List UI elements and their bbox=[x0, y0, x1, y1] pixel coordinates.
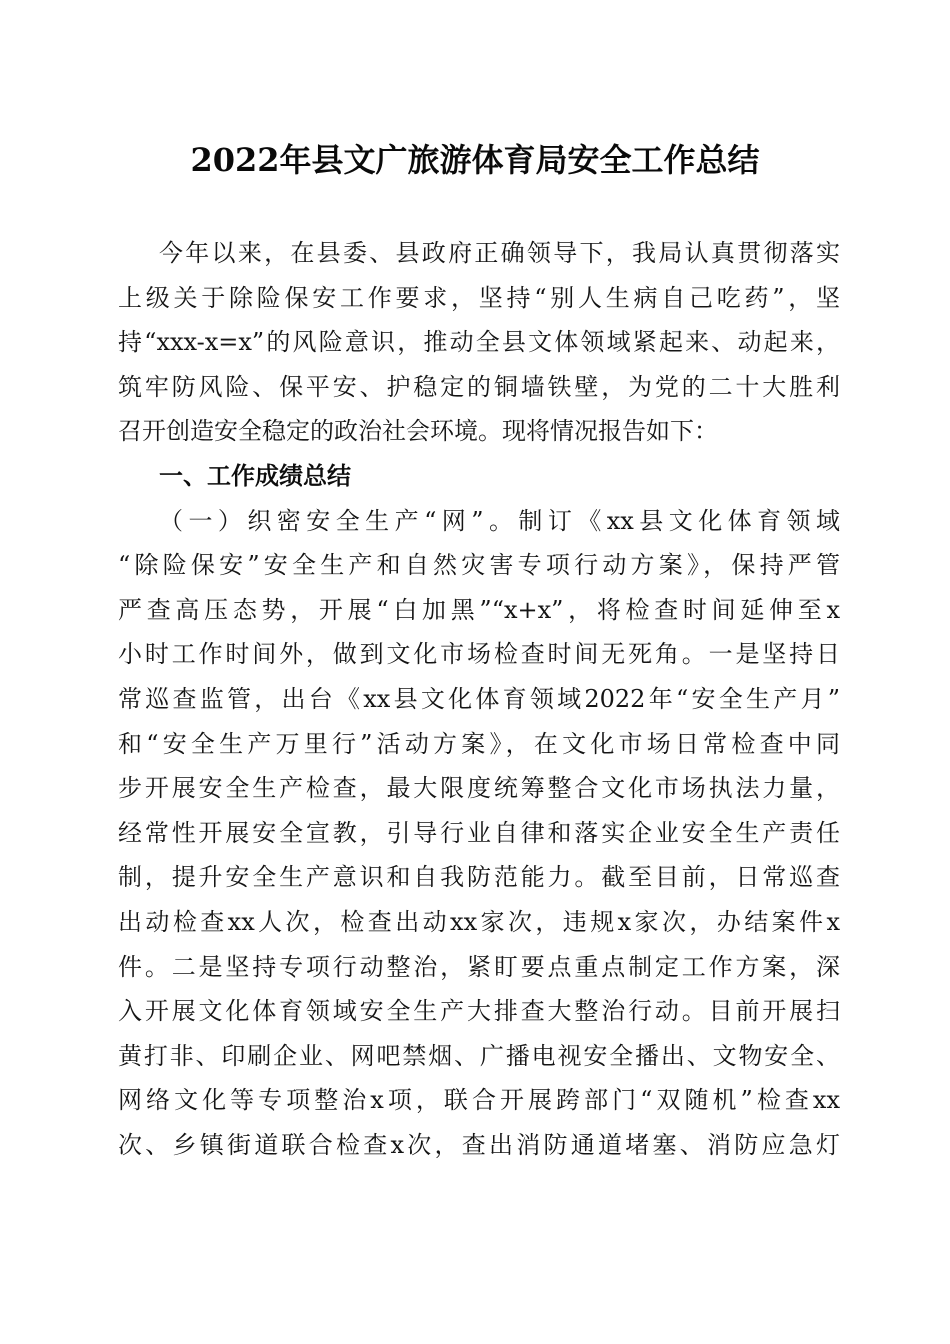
section-line: 黄打非、印刷企业、网吧禁烟、广播电视安全播出、文物安全、 bbox=[118, 1041, 840, 1070]
intro-line: 今年以来，在县委、县政府正确领导下，我局认真贯彻落实 bbox=[159, 239, 840, 267]
intro-line: 筑牢防风险、保平安、护稳定的铜墙铁壁，为党的二十大胜利 bbox=[118, 372, 840, 401]
document-title: 2022年县文广旅游体育局安全工作总结 bbox=[190, 141, 760, 179]
section-line: 严查高压态势，开展“白加黑”“x+x”，将检查时间延伸至x bbox=[118, 595, 840, 624]
section-line: “除险保安”安全生产和自然灾害专项行动方案》，保持严管 bbox=[118, 551, 840, 580]
intro-line: 持“xxx-x=x”的风险意识，推动全县文体领域紧起来、动起来， bbox=[118, 328, 840, 357]
section-line: 入开展文化体育领域安全生产大排查大整治行动。目前开展扫 bbox=[118, 997, 840, 1026]
section-line: 和“安全生产万里行”活动方案》，在文化市场日常检查中同 bbox=[118, 729, 840, 758]
section-line: 经常性开展安全宣教，引导行业自律和落实企业安全生产责任 bbox=[118, 818, 840, 847]
document-body bbox=[118, 231, 840, 1167]
section-line: 网络文化等专项整治x项，联合开展跨部门“双随机”检查xx bbox=[118, 1086, 840, 1115]
section-line: 常巡查监管，出台《xx县文化体育领域2022年“安全生产月” bbox=[118, 684, 840, 713]
section-line: 件。二是坚持专项行动整治，紧盯要点重点制定工作方案，深 bbox=[118, 952, 840, 981]
section-line: 次、乡镇街道联合检查x次，查出消防通道堵塞、消防应急灯 bbox=[118, 1130, 840, 1159]
section-line: （一）织密安全生产“网”。制订《xx县文化体育领域 bbox=[159, 506, 840, 535]
section-heading: 一、工作成绩总结 bbox=[159, 461, 351, 490]
section-line: 出动检查xx人次，检查出动xx家次，违规x家次，办结案件x bbox=[118, 907, 840, 936]
intro-line: 上级关于除险保安工作要求，坚持“别人生病自己吃药”，坚 bbox=[118, 283, 840, 312]
section-line: 步开展安全生产检查，最大限度统筹整合文化市场执法力量， bbox=[118, 774, 840, 803]
intro-line: 召开创造安全稳定的政治社会环境。现将情况报告如下： bbox=[118, 417, 718, 446]
section-line: 制，提升安全生产意识和自我防范能力。截至目前，日常巡查 bbox=[118, 863, 840, 892]
section-line: 小时工作时间外，做到文化市场检查时间无死角。一是坚持日 bbox=[118, 640, 840, 669]
